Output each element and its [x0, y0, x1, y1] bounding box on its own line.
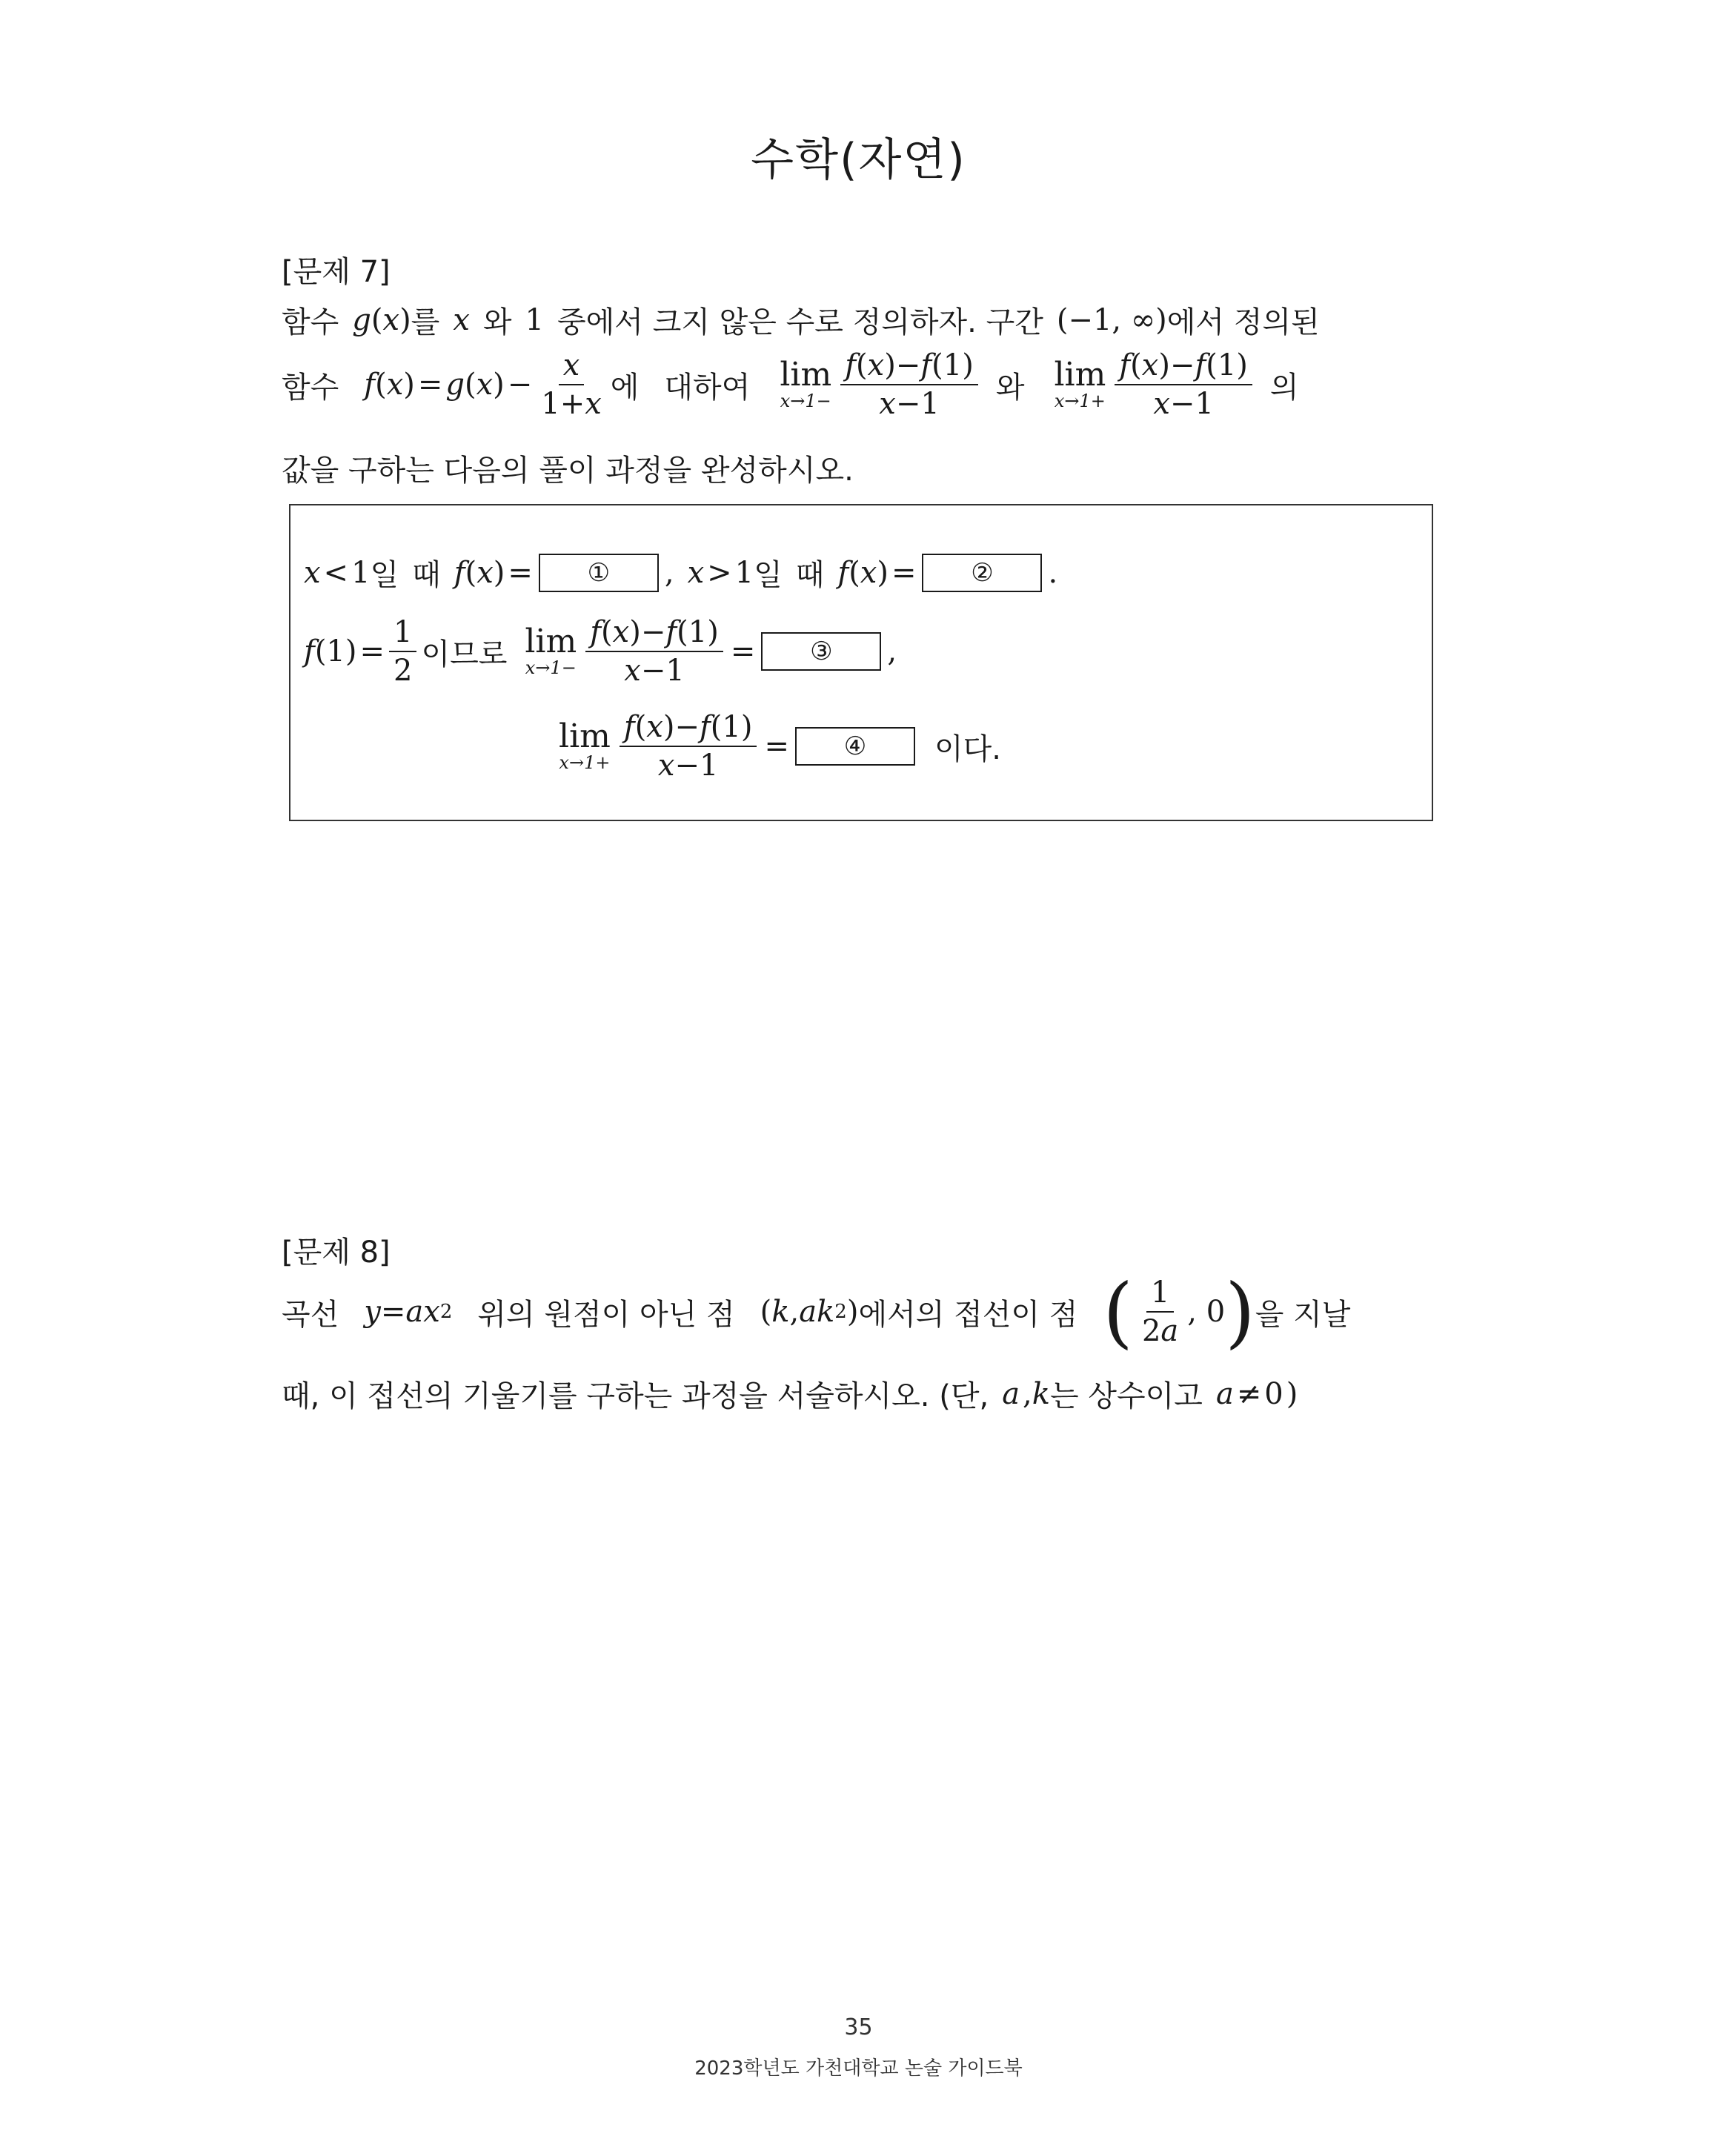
difference-quotient: $\frac{f(x)-f(1)}{x-1}$ — [585, 615, 723, 688]
problem8-line-1: 곡선 y = ax 2 위의 원점이 아닌 점 ( k , ak 2 ) 에서의 접선이 점 ( $\frac{1}{2a}$ , 0 ) 을 지날 — [282, 1267, 1351, 1357]
fraction-one-half: $\frac{1}{2}$ — [389, 615, 416, 688]
limit-right: lim x→1+ — [1054, 355, 1106, 411]
text: 에서 정의된 — [1166, 305, 1320, 339]
text: 를 — [411, 305, 440, 339]
text: 을 지날 — [1255, 1297, 1351, 1332]
blank-3[interactable]: ③ — [761, 632, 881, 671]
limit-right: lim x→1+ — [559, 717, 611, 773]
text: 일 — [370, 558, 399, 592]
problem8-line-2: 때, 이 접선의 기울기를 구하는 과정을 서술하시오. (단, a , k 는 상수이고 a ≠ 0 ) — [282, 1373, 1298, 1415]
text: 곡선 — [282, 1297, 339, 1332]
text: 대하여 — [664, 370, 751, 405]
text: 의 — [1269, 370, 1299, 405]
blank-1[interactable]: ① — [539, 554, 659, 592]
blank-2[interactable]: ② — [922, 554, 1042, 592]
text: 때 — [795, 558, 825, 592]
text: 때, 이 접선의 기울기를 구하는 과정을 서술하시오. (단, — [282, 1379, 989, 1413]
difference-quotient: $\frac{f(x)-f(1)}{x-1}$ — [840, 348, 978, 421]
page-number: 35 — [844, 2014, 873, 2040]
text: 때 — [412, 558, 441, 592]
page-title: 수학(자연) — [751, 134, 966, 186]
text: 에 — [610, 370, 640, 405]
text: 이므로 — [421, 637, 508, 671]
text: 와 — [995, 370, 1025, 405]
text: 함수 — [282, 370, 339, 405]
answer-row-2: f (1) = $\frac{1}{2}$ 이므로 lim x→1− $\frac{f(x)-f(1)}{x-1}$ = ③ , — [304, 615, 897, 688]
problem8-label: [문제 8] — [282, 1235, 391, 1270]
problem7-line-2: 함수 f ( x ) = g ( x ) − $\frac{x}{1+x}$ 에 대하여 lim x→1− $\frac{f(x)-f(1)}{x-1}$ 와 lim x→1+ $\frac{f(x)-f(1)}{x-1}$ 의 — [282, 348, 1299, 421]
math-x: x — [453, 302, 470, 337]
fraction-x-over-1-plus-x: $\frac{x}{1+x}$ — [541, 348, 602, 421]
footer-text: 2023학년도 가천대학교 논술 가이드북 — [694, 2057, 1023, 2080]
text: 는 상수이고 — [1050, 1379, 1203, 1413]
limit-left: lim x→1− — [780, 355, 832, 411]
text: 일 — [754, 558, 783, 592]
problem7-line-3: 값을 구하는 다음의 풀이 과정을 완성하시오. — [282, 454, 854, 488]
text: 이다. — [934, 732, 1001, 766]
answer-row-1: x < 1 일 때 f ( x ) = ① , x > 1 일 때 f ( x ) = ② . — [304, 551, 1057, 594]
text: 에서의 접선이 점 — [858, 1297, 1078, 1332]
math-one: 1 — [525, 302, 544, 337]
text: 중에서 크지 않은 수로 정의하자. 구간 — [557, 305, 1043, 339]
math-interval: (−1, ∞) — [1056, 302, 1167, 337]
problem7-label: [문제 7] — [282, 255, 391, 289]
difference-quotient: $\frac{f(x)-f(1)}{x-1}$ — [620, 710, 757, 783]
text: 와 — [482, 305, 512, 339]
limit-left: lim x→1− — [525, 622, 577, 678]
math-g: g — [352, 302, 371, 337]
fraction-one-over-2a: $\frac{1}{2a}$ — [1141, 1276, 1179, 1348]
answer-row-3: lim x→1+ $\frac{f(x)-f(1)}{x-1}$ = ④ 이다. — [559, 710, 1001, 783]
problem7-line-1: 함수 g ( x ) 를 x 와 1 중에서 크지 않은 수로 정의하자. 구간 (−1, ∞) 에서 정의된 — [282, 299, 1320, 341]
difference-quotient: $\frac{f(x)-f(1)}{x-1}$ — [1115, 348, 1252, 421]
text: 위의 원점이 아닌 점 — [477, 1297, 735, 1332]
text: 함수 — [282, 305, 339, 339]
blank-4[interactable]: ④ — [795, 727, 915, 766]
